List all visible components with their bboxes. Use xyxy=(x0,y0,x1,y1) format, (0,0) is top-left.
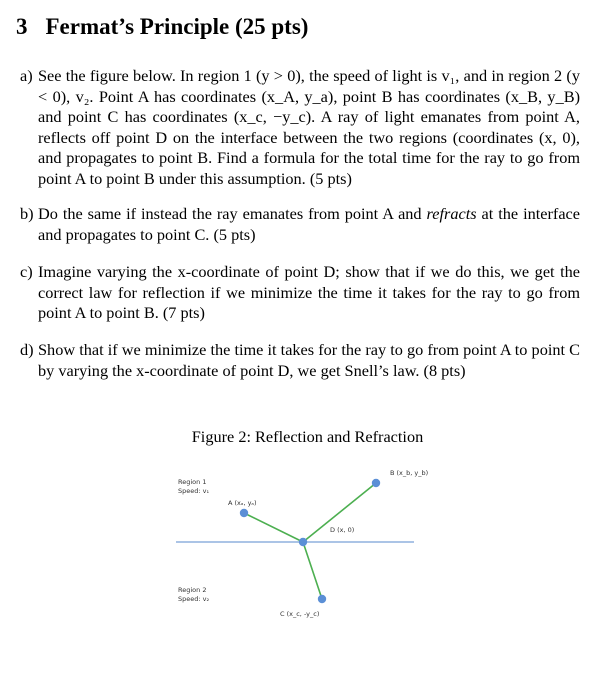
region2-speed: Speed: v₂ xyxy=(178,595,210,603)
part-text: Imagine varying the x-coordinate of point D; show that if we do this, we get the correct law for reflection if we minimize the time it takes for the ray to go from point A to point B. (7 pts) xyxy=(38,262,580,323)
incident-ray xyxy=(244,513,303,542)
region1-speed: Speed: v₁ xyxy=(178,487,210,495)
part-text: Do the same if instead the ray emanates from point A and refracts at the interface and propagates to point C. (5 pts) xyxy=(38,204,581,244)
region1-name: Region 1 xyxy=(178,478,207,486)
part-d xyxy=(20,340,580,381)
reflection-refraction-figure xyxy=(0,450,615,630)
part-b xyxy=(20,204,580,245)
part-label: a) xyxy=(20,66,33,85)
region2-name: Region 2 xyxy=(178,586,207,594)
point-c-label: C (x_c, -y_c) xyxy=(280,610,320,618)
section-number: 3 xyxy=(16,14,28,39)
figure-caption: Figure 2: Reflection and Refraction xyxy=(191,427,424,446)
part-a xyxy=(20,66,580,190)
part-text: See the figure below. In region 1 (y > 0), the speed of light is v₁, and in region 2 (y < 0), v₂. Point A has coordinates (x_A, y_a), point B has coordinates (x_B, y_B) and point C has coordinates (x_c, −y_c). A ray of light emanates from point A, reflects off point D on the interface between the two regions (coordinates (x, 0), and propagates to point B. Find a formula for the total time for the ray to go from point A to point B under this assumption. (5 pts) xyxy=(38,66,580,188)
point-d-marker xyxy=(299,538,307,546)
part-text: Show that if we minimize the time it takes for the ray to go from point A to point C by varying the x-coordinate of point D, we get Snell’s law. (8 pts) xyxy=(38,340,580,380)
section-heading xyxy=(16,14,308,40)
point-b-marker xyxy=(372,479,380,487)
section-title: Fermat’s Principle (25 pts) xyxy=(45,14,309,39)
part-label: c) xyxy=(20,262,33,281)
point-b-label: B (x_b, y_b) xyxy=(390,469,429,477)
refracted-ray xyxy=(303,542,322,599)
point-a-label: A (xₐ, yₐ) xyxy=(228,499,257,507)
point-d-label: D (x, 0) xyxy=(330,526,355,534)
part-c xyxy=(20,262,580,324)
point-c-marker xyxy=(318,595,326,603)
emphasis-refracts: refracts xyxy=(426,204,477,223)
part-label: b) xyxy=(20,204,34,223)
point-a-marker xyxy=(240,509,248,517)
part-label: d) xyxy=(20,340,34,359)
